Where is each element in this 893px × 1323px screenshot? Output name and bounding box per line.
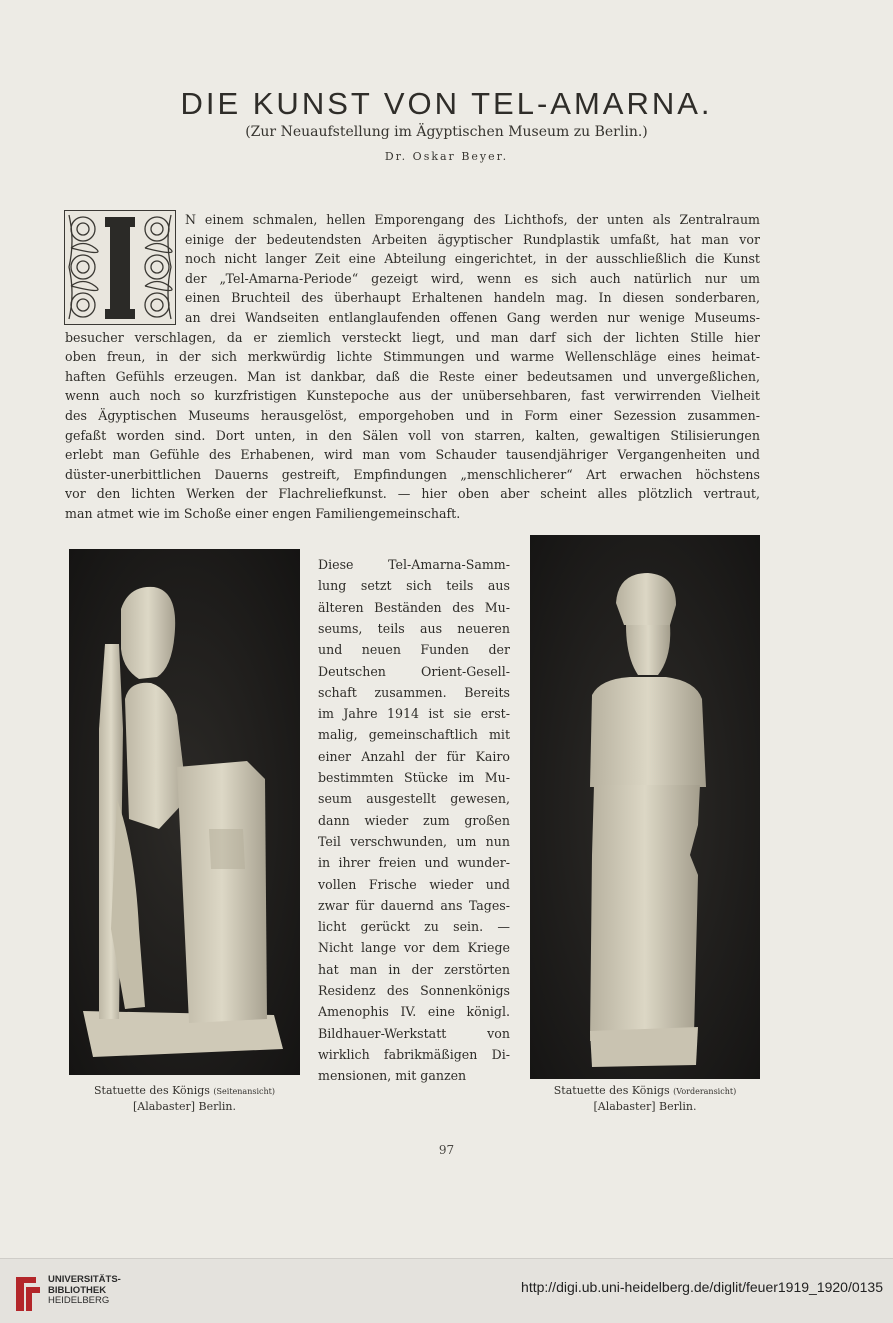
article-subtitle: (Zur Neuaufstellung im Ägyptischen Museum zu Berlin.) bbox=[245, 124, 648, 140]
column-line: bestimmten Stücke im Mu- bbox=[318, 770, 510, 785]
column-line: zwar für dauernd ans Tages- bbox=[318, 897, 510, 913]
column-line: seum ausgestellt gewesen, bbox=[318, 791, 510, 807]
library-line-3: HEIDELBERG bbox=[48, 1295, 110, 1306]
column-line: Nicht lange vor dem Kriege bbox=[318, 940, 510, 956]
statue-side-image bbox=[69, 549, 300, 1075]
column-line: mensionen, mit ganzen bbox=[318, 1068, 467, 1084]
column-line: seums, teils aus neueren bbox=[318, 620, 510, 636]
body-line: düster-unerbittlichen Dauerns gestreift, Empfindungen „menschlicherer“ Art erwachen höchstens bbox=[65, 466, 760, 482]
body-line: an drei Wandseiten entlanglaufenden offenen Gang werden nur wenige Museums- bbox=[185, 310, 760, 325]
column-line: dann wieder zum großen bbox=[318, 812, 510, 828]
column-line: vollen Frische wieder und bbox=[318, 876, 510, 892]
column-line: in ihrer freien und wunder- bbox=[318, 855, 510, 871]
column-line: Diese Tel-Amarna-Samm- bbox=[318, 557, 510, 572]
footer-bar bbox=[0, 1258, 893, 1323]
column-line: Deutschen Orient-Gesell- bbox=[318, 663, 510, 679]
figure-side-photo bbox=[69, 549, 300, 1075]
body-line: haften Gefühls erzeugen. Man ist dankbar, daß die Reste einer bedeutsamen und unvergeßlichen, bbox=[65, 368, 760, 384]
column-line: Bildhauer-Werkstatt von bbox=[318, 1025, 510, 1041]
column-line: lung setzt sich teils aus bbox=[318, 578, 510, 594]
column-line: wirklich fabrikmäßigen Di- bbox=[318, 1046, 510, 1062]
body-line: wenn auch noch so kurzfristigen Kunstepoche aus der unübersehbaren, fast verwirrenden Vielheit bbox=[65, 388, 760, 404]
caption-side-note: (Seitenansicht) bbox=[213, 1087, 275, 1096]
body-line: einen Bruchteil des überhaupt Erhaltenen handeln mag. In diesen sonderbaren, bbox=[185, 290, 760, 306]
statue-front-image bbox=[530, 535, 760, 1079]
library-line-1: UNIVERSITÄTS- bbox=[48, 1274, 121, 1285]
caption-front-main: Statuette des Königs bbox=[553, 1084, 670, 1097]
library-name[interactable] bbox=[48, 1275, 121, 1307]
body-line: man atmet wie im Schoße einer engen Familiengemeinschaft. bbox=[65, 506, 461, 521]
column-line: älteren Beständen des Mu- bbox=[318, 599, 510, 615]
ornament-icon bbox=[65, 211, 175, 324]
column-line: licht gerückt zu sein. — bbox=[318, 919, 510, 935]
figure-front-photo bbox=[530, 535, 760, 1079]
article-title: DIE KUNST VON TEL-AMARNA. bbox=[180, 86, 713, 121]
body-line: vor den lichten Werken der Flachreliefkunst. — hier oben aber scheint alles plötzlich vertraut, bbox=[65, 486, 760, 502]
body-line: N einem schmalen, hellen Emporengang des Lichthofs, der unten als Zentralraum bbox=[185, 212, 760, 227]
body-line: besucher verschlagen, da er ziemlich versteckt liegt, und man darf sich der lichten Stille hier bbox=[65, 329, 760, 345]
column-line: und neuen Funden der bbox=[318, 642, 510, 658]
page-number: 97 bbox=[438, 1143, 455, 1157]
figure-front-caption bbox=[530, 1083, 760, 1114]
article-author: Dr. Oskar Beyer. bbox=[384, 150, 509, 163]
caption-front-line2: [Alabaster] Berlin. bbox=[593, 1100, 697, 1113]
column-line: schaft zusammen. Bereits bbox=[318, 684, 510, 700]
body-line: gefaßt worden sind. Dort unten, in den Sälen voll von starren, kalten, gewaltigen Stilisierungen bbox=[65, 427, 760, 443]
library-logo-icon[interactable] bbox=[12, 1271, 42, 1311]
column-line: einer Anzahl der für Kairo bbox=[318, 748, 510, 764]
caption-front-note: (Vorderansicht) bbox=[673, 1087, 737, 1096]
column-line: hat man in der zerstörten bbox=[318, 961, 510, 977]
figure-side-caption bbox=[69, 1083, 300, 1114]
column-line: Residenz des Sonnenkönigs bbox=[318, 983, 510, 998]
body-line: einige der bedeutendsten Arbeiten ägyptischer Rundplastik umfaßt, hat man vor bbox=[185, 231, 760, 247]
decorative-initial-i bbox=[64, 210, 176, 325]
column-line: Teil verschwunden, um nun bbox=[318, 833, 510, 849]
library-line-2: BIBLIOTHEK bbox=[48, 1284, 107, 1296]
body-line: noch nicht langer Zeit eine Abteilung eingerichtet, in der ausschließlich die Kunst bbox=[185, 251, 760, 267]
body-line: oben freun, in der sich merkwürdig lichte Stimmungen und warme Wellenschläge eines heimat- bbox=[65, 349, 760, 365]
body-line: erlebt man Gefühle des Erhabenen, wird man vom Schauder tausendjähriger Vergangenheiten und bbox=[65, 447, 760, 463]
column-line: im Jahre 1914 ist sie erst- bbox=[318, 706, 510, 722]
body-line: der „Tel-Amarna-Periode“ gezeigt wird, wenn es sich auch natürlich nur um bbox=[185, 270, 760, 286]
caption-side-line2: [Alabaster] Berlin. bbox=[132, 1100, 236, 1113]
body-line: des Ägyptischen Museums herausgelöst, emporgehoben und in Form einer Sezession zusammen- bbox=[65, 408, 760, 423]
column-line: Amenophis IV. eine königl. bbox=[318, 1004, 510, 1020]
caption-side-main: Statuette des Königs bbox=[94, 1084, 210, 1097]
source-url-link[interactable]: http://digi.ub.uni-heidelberg.de/diglit/feuer1919_1920/0135 bbox=[521, 1279, 883, 1295]
column-line: malig, gemeinschaftlich mit bbox=[318, 727, 510, 743]
